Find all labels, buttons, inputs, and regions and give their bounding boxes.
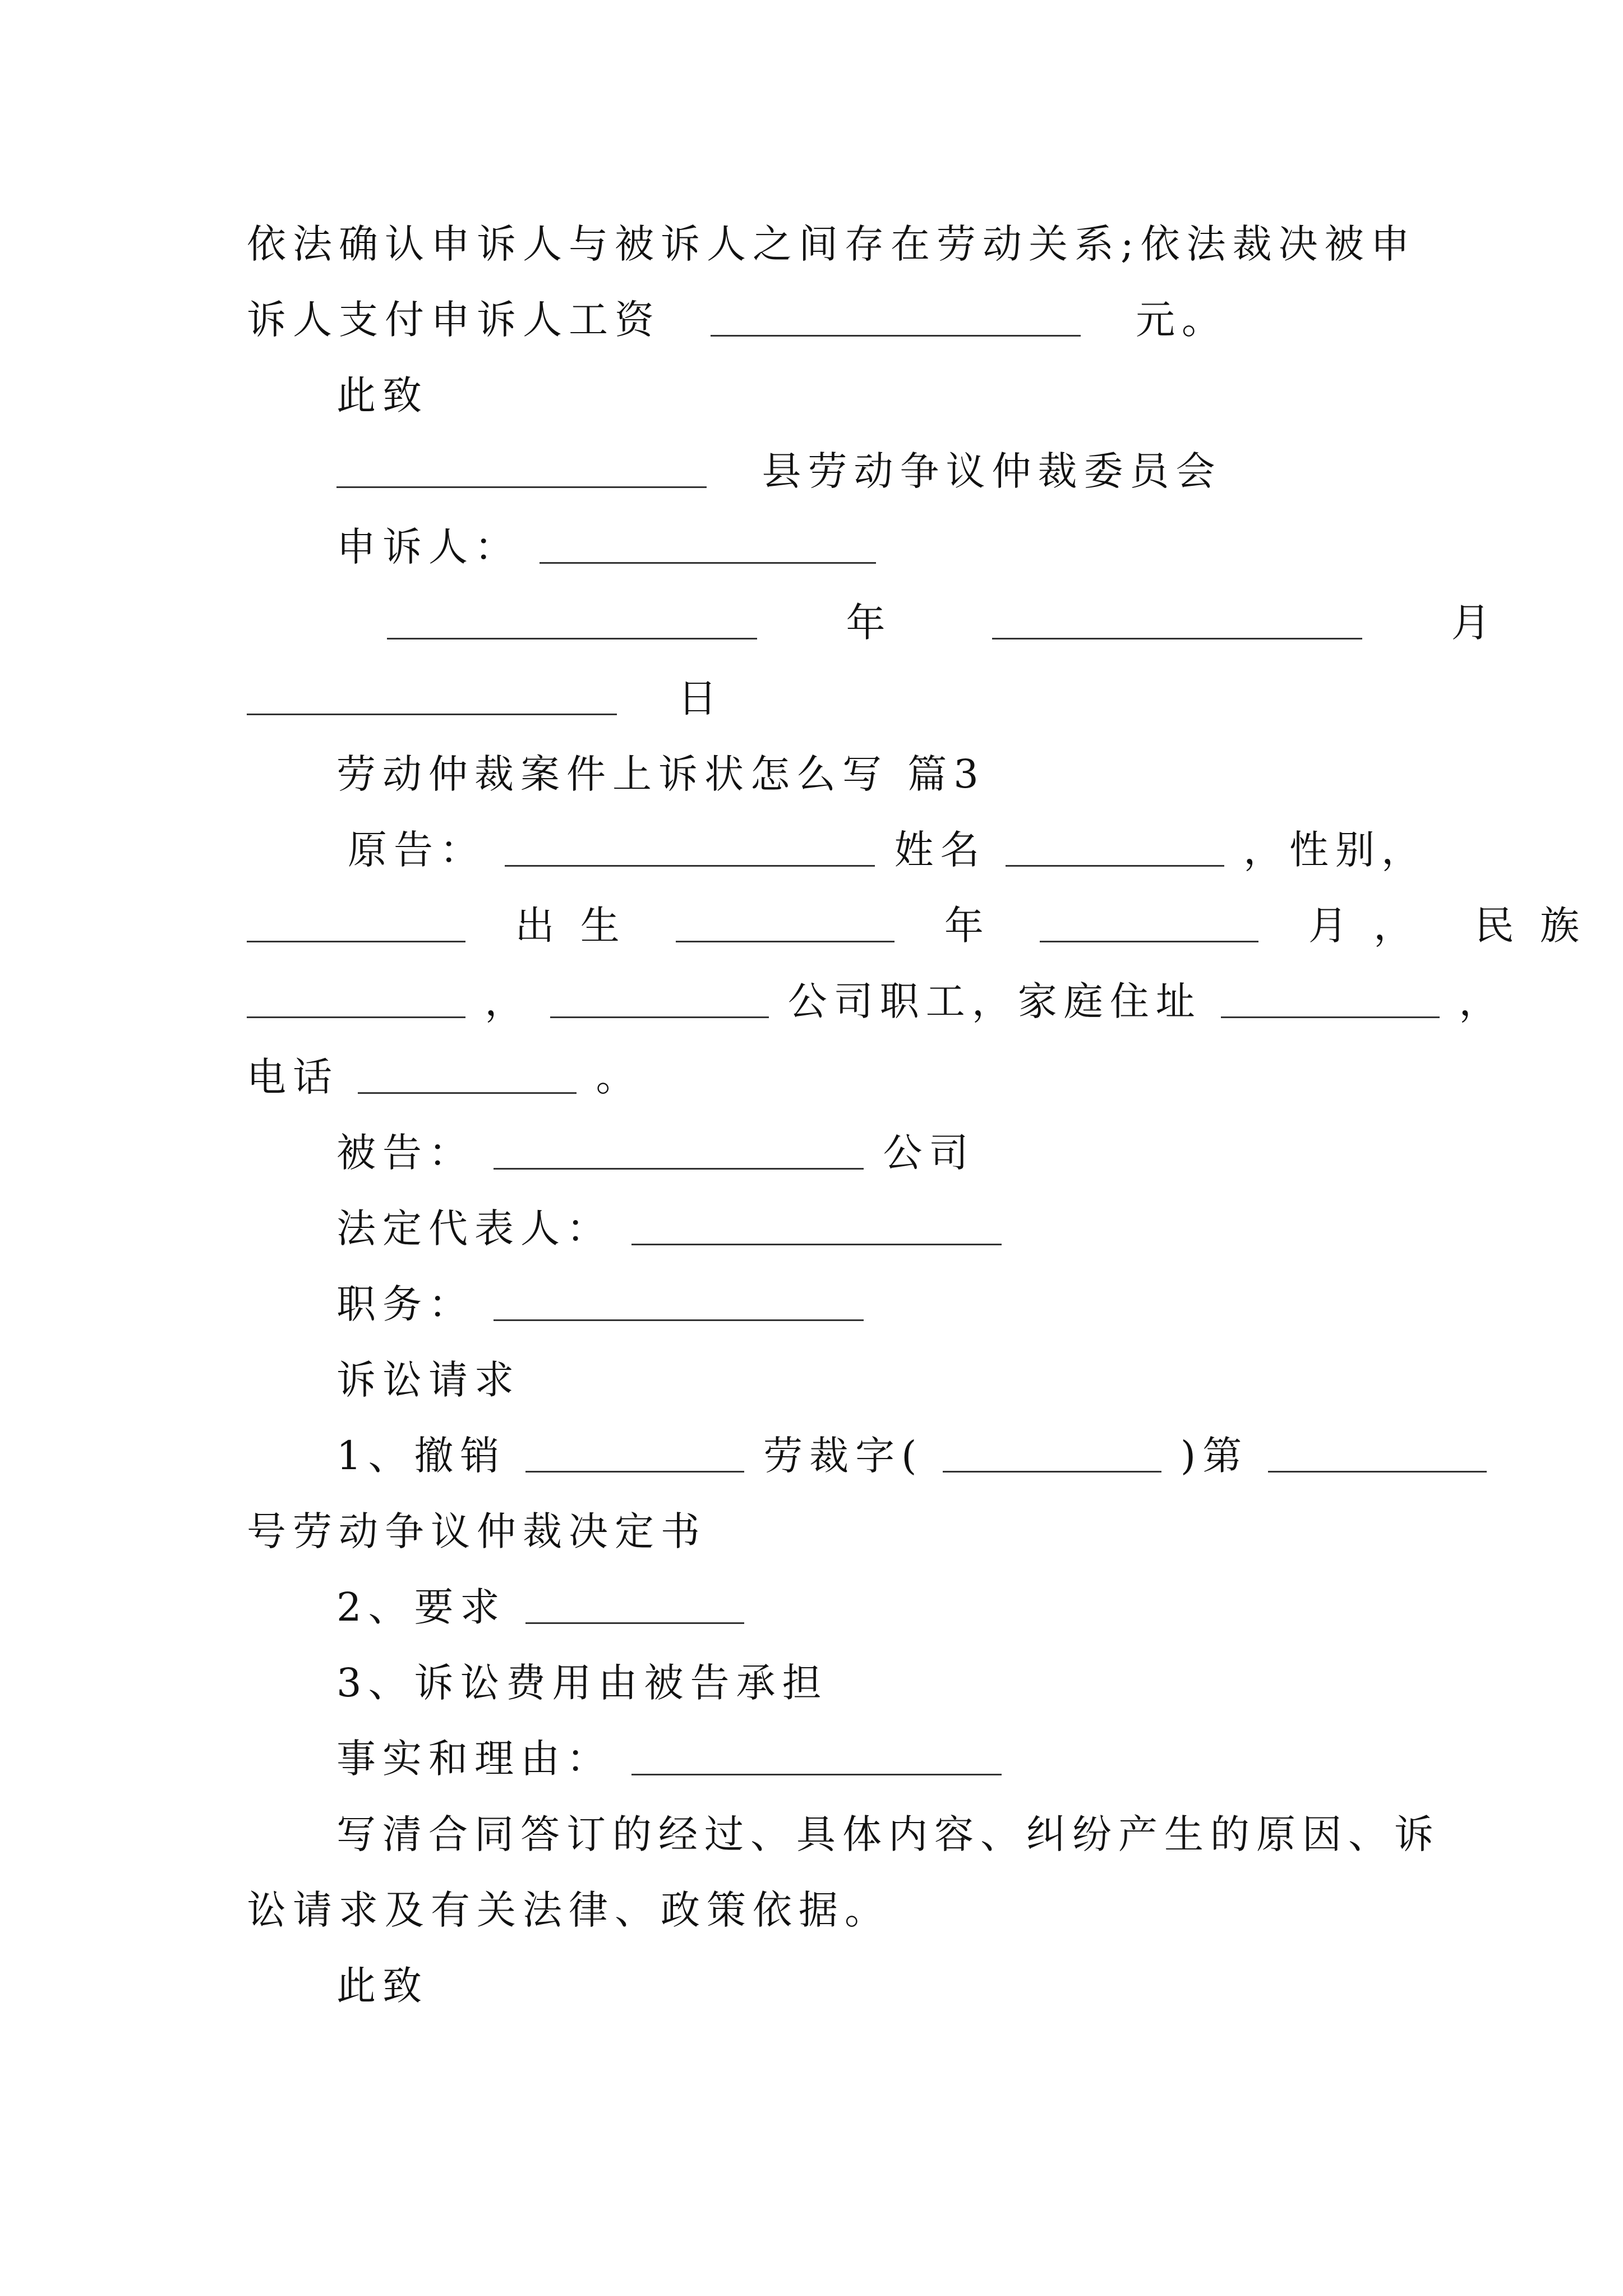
month-blank[interactable]	[992, 603, 1362, 639]
employer-label: 公司职工，家庭住址	[787, 978, 1202, 1024]
birth-month-blank[interactable]	[1040, 906, 1258, 942]
name-blank[interactable]	[1006, 830, 1224, 867]
currency-unit: 元。	[1136, 297, 1228, 343]
day-label: 日	[677, 675, 724, 721]
defendant-label: 被告：	[336, 1130, 474, 1176]
complainant-line	[336, 524, 876, 570]
facts-text-line1: 写清合同答订的经过、具体内容、纠纷产生的原因、诉	[336, 1811, 1440, 1857]
claim-2-blank[interactable]	[525, 1588, 744, 1624]
salutation-2: 此致	[336, 1963, 428, 2009]
comma-2: ，	[1459, 978, 1505, 1024]
facts-line	[336, 1736, 1002, 1782]
phone-blank[interactable]	[358, 1057, 577, 1094]
wage-amount-blank[interactable]	[711, 300, 1081, 337]
day-blank[interactable]	[247, 679, 617, 715]
position-blank[interactable]	[494, 1285, 864, 1321]
date-line	[387, 600, 1497, 646]
section-title: 劳动仲裁案件上诉状怎么写 篇3	[336, 751, 985, 797]
complainant-label: 申诉人：	[336, 524, 520, 570]
plaintiff-line4	[247, 1054, 642, 1100]
plaintiff-line2	[247, 903, 1586, 949]
legal-rep-line	[336, 1205, 1002, 1251]
salutation-1: 此致	[336, 372, 428, 418]
comma: ，	[485, 978, 531, 1024]
employer-blank[interactable]	[550, 982, 769, 1018]
facts-text-line2: 讼请求及有关法律、政策依据。	[247, 1887, 891, 1933]
plaintiff-line1	[348, 827, 1428, 873]
facts-blank[interactable]	[631, 1739, 1002, 1775]
plaintiff-label: 原告：	[348, 827, 486, 873]
committee-line	[336, 448, 1222, 494]
county-blank[interactable]	[336, 452, 707, 488]
claim-2-label: 2、要求	[336, 1584, 506, 1630]
plaintiff-company-blank[interactable]	[505, 830, 875, 867]
position-line	[336, 1281, 864, 1327]
date-day-line	[247, 675, 724, 721]
claim-1-close: )第	[1180, 1433, 1249, 1479]
month-label: 月	[1451, 600, 1497, 646]
birth-year-blank[interactable]	[676, 906, 895, 942]
claim-item-3: 3、诉讼费用由被告承担	[336, 1660, 828, 1706]
position-label: 职务：	[336, 1281, 474, 1327]
ethnicity-label: 民 族	[1474, 903, 1586, 949]
claim-1-prefix: 1、撤销	[336, 1433, 506, 1479]
year-blank[interactable]	[387, 603, 757, 639]
complainant-blank[interactable]	[540, 527, 876, 564]
claim-item-2	[336, 1584, 744, 1630]
paragraph1-line1: 依法确认申诉人与被诉人之间存在劳动关系;依法裁决被申	[247, 221, 1417, 267]
committee-name: 县劳动争议仲裁委员会	[762, 448, 1222, 494]
case-year-blank[interactable]	[943, 1436, 1161, 1473]
birth-label: 出 生	[515, 903, 626, 949]
claims-title: 诉讼请求	[336, 1357, 520, 1403]
birth-year-label: 年	[944, 903, 990, 949]
claim-item-1-cont: 号劳动争议仲裁决定书	[247, 1508, 707, 1554]
defendant-blank[interactable]	[494, 1133, 864, 1170]
defendant-line	[336, 1130, 975, 1176]
paragraph1-line2	[247, 297, 1228, 343]
birth-month-label: 月 ，	[1308, 903, 1420, 949]
period: 。	[596, 1054, 642, 1100]
year-label: 年	[846, 600, 892, 646]
wage-label: 诉人支付申诉人工资	[247, 297, 661, 343]
name-label: 姓名	[894, 827, 986, 873]
revoke-blank[interactable]	[525, 1436, 744, 1473]
phone-label: 电话	[247, 1054, 339, 1100]
plaintiff-line3	[247, 978, 1505, 1024]
claim-1-mid: 劳裁字(	[763, 1433, 924, 1479]
facts-label: 事实和理由：	[336, 1736, 612, 1782]
gender-blank[interactable]	[247, 906, 465, 942]
ethnicity-blank[interactable]	[247, 982, 465, 1018]
defendant-company: 公司	[883, 1130, 975, 1176]
case-number-blank[interactable]	[1268, 1436, 1487, 1473]
legal-rep-blank[interactable]	[631, 1209, 1002, 1245]
address-blank[interactable]	[1221, 982, 1440, 1018]
gender-label: ，性别，	[1243, 827, 1428, 873]
claim-item-1	[336, 1433, 1487, 1479]
legal-rep-label: 法定代表人：	[336, 1205, 612, 1251]
